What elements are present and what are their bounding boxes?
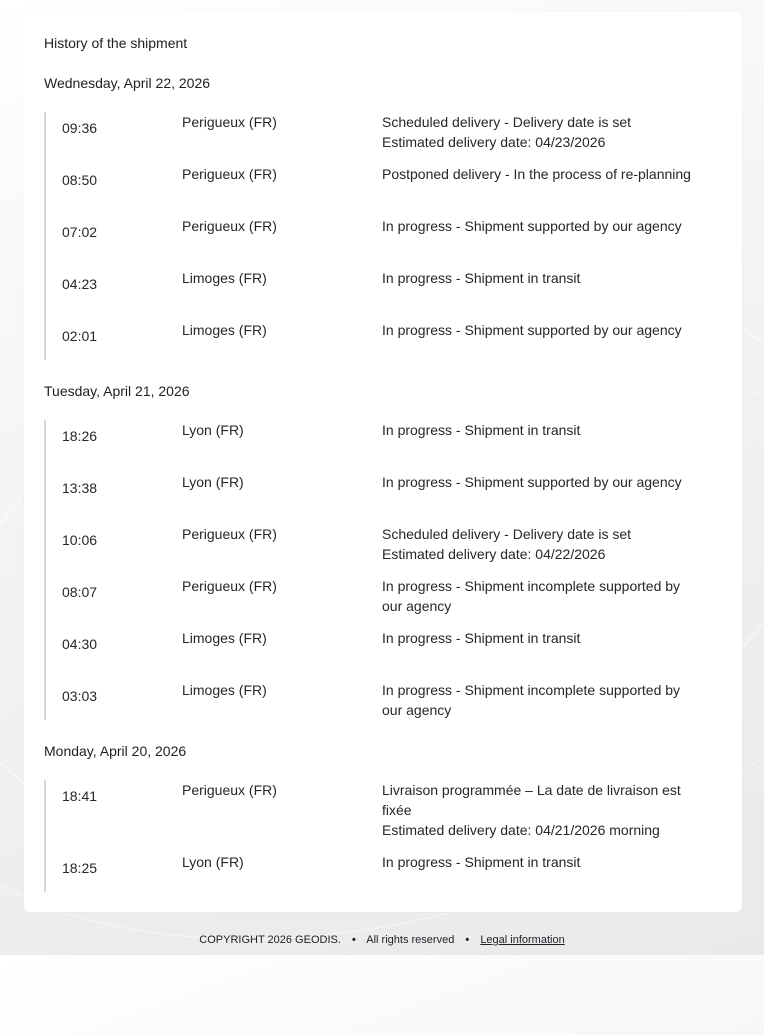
- day-header: Monday, April 20, 2026: [44, 743, 187, 759]
- event-description-line: In progress - Shipment in transit: [382, 854, 581, 870]
- event-time: 04:23: [62, 276, 98, 292]
- event-group: [44, 420, 726, 720]
- event-description-line: our agency: [382, 598, 452, 614]
- event-location: Limoges (FR): [182, 322, 267, 338]
- event-time: 04:30: [62, 636, 98, 652]
- event-row: [46, 320, 726, 372]
- separator: •: [351, 934, 356, 946]
- event-description: [382, 628, 722, 648]
- event-location: Perigueux (FR): [182, 114, 277, 130]
- event-description: [382, 164, 722, 184]
- event-time: 18:25: [62, 860, 98, 876]
- event-description-line: In progress - Shipment in transit: [382, 422, 581, 438]
- event-location: Perigueux (FR): [182, 526, 277, 542]
- event-description-line: Postponed delivery - In the process of re-planning: [382, 166, 691, 182]
- event-description: [382, 420, 722, 440]
- event-location: Perigueux (FR): [182, 578, 277, 594]
- event-time: 10:06: [62, 532, 98, 548]
- event-location: Limoges (FR): [182, 270, 267, 286]
- event-row: [46, 576, 726, 628]
- event-time: 07:02: [62, 224, 98, 240]
- event-row: [46, 420, 726, 472]
- event-location: Lyon (FR): [182, 422, 244, 438]
- event-description: [382, 112, 722, 152]
- event-description: [382, 524, 722, 564]
- event-time: 08:07: [62, 584, 98, 600]
- event-location: Perigueux (FR): [182, 218, 277, 234]
- event-row: [46, 216, 726, 268]
- event-time: 08:50: [62, 172, 98, 188]
- event-description-line: In progress - Shipment incomplete supported by: [382, 682, 681, 698]
- card-title: History of the shipment: [44, 35, 188, 51]
- event-row: [46, 112, 726, 164]
- event-row: [46, 852, 726, 892]
- event-row: [46, 164, 726, 216]
- shipment-history-card: [24, 12, 742, 912]
- event-description-line: Scheduled delivery - Delivery date is set: [382, 526, 632, 542]
- copyright-text: COPYRIGHT 2026 GEODIS.: [199, 934, 341, 946]
- event-description: [382, 576, 722, 616]
- event-row: [46, 268, 726, 320]
- event-description: [382, 216, 722, 236]
- event-description-line: Estimated delivery date: 04/23/2026: [382, 134, 606, 150]
- event-description: [382, 680, 722, 720]
- event-description: [382, 472, 722, 492]
- event-description-line: In progress - Shipment in transit: [382, 270, 581, 286]
- event-location: Lyon (FR): [182, 474, 244, 490]
- event-row: [46, 680, 726, 732]
- event-description-line: In progress - Shipment incomplete supported by: [382, 578, 681, 594]
- event-location: Lyon (FR): [182, 854, 244, 870]
- event-description: [382, 780, 722, 840]
- event-description-line: Estimated delivery date: 04/22/2026: [382, 546, 606, 562]
- event-location: Limoges (FR): [182, 630, 267, 646]
- day-header: Tuesday, April 21, 2026: [44, 383, 190, 399]
- event-description-line: our agency: [382, 702, 452, 718]
- event-location: Perigueux (FR): [182, 782, 277, 798]
- event-description: [382, 320, 722, 340]
- separator: •: [465, 934, 470, 946]
- event-description-line: fixée: [382, 802, 412, 818]
- event-group: [44, 112, 726, 360]
- event-row: [46, 780, 726, 852]
- event-row: [46, 628, 726, 680]
- footer: [0, 934, 764, 946]
- event-time: 09:36: [62, 120, 98, 136]
- event-location: Perigueux (FR): [182, 166, 277, 182]
- event-description-line: Livraison programmée – La date de livraison est: [382, 782, 681, 798]
- event-time: 13:38: [62, 480, 98, 496]
- event-description: [382, 268, 722, 288]
- event-time: 18:41: [62, 788, 98, 804]
- event-time: 02:01: [62, 328, 98, 344]
- event-description-line: In progress - Shipment supported by our agency: [382, 322, 682, 338]
- event-description: [382, 852, 722, 872]
- rights-text: All rights reserved: [366, 934, 455, 946]
- event-description-line: In progress - Shipment supported by our agency: [382, 218, 682, 234]
- event-group: [44, 780, 726, 892]
- day-header: Wednesday, April 22, 2026: [44, 75, 211, 91]
- event-row: [46, 524, 726, 576]
- event-location: Limoges (FR): [182, 682, 267, 698]
- legal-information-link[interactable]: Legal information: [480, 934, 565, 946]
- event-time: 03:03: [62, 688, 98, 704]
- event-row: [46, 472, 726, 524]
- event-description-line: In progress - Shipment in transit: [382, 630, 581, 646]
- event-description-line: In progress - Shipment supported by our agency: [382, 474, 682, 490]
- event-description-line: Estimated delivery date: 04/21/2026 morning: [382, 822, 660, 838]
- event-description-line: Scheduled delivery - Delivery date is set: [382, 114, 632, 130]
- event-time: 18:26: [62, 428, 98, 444]
